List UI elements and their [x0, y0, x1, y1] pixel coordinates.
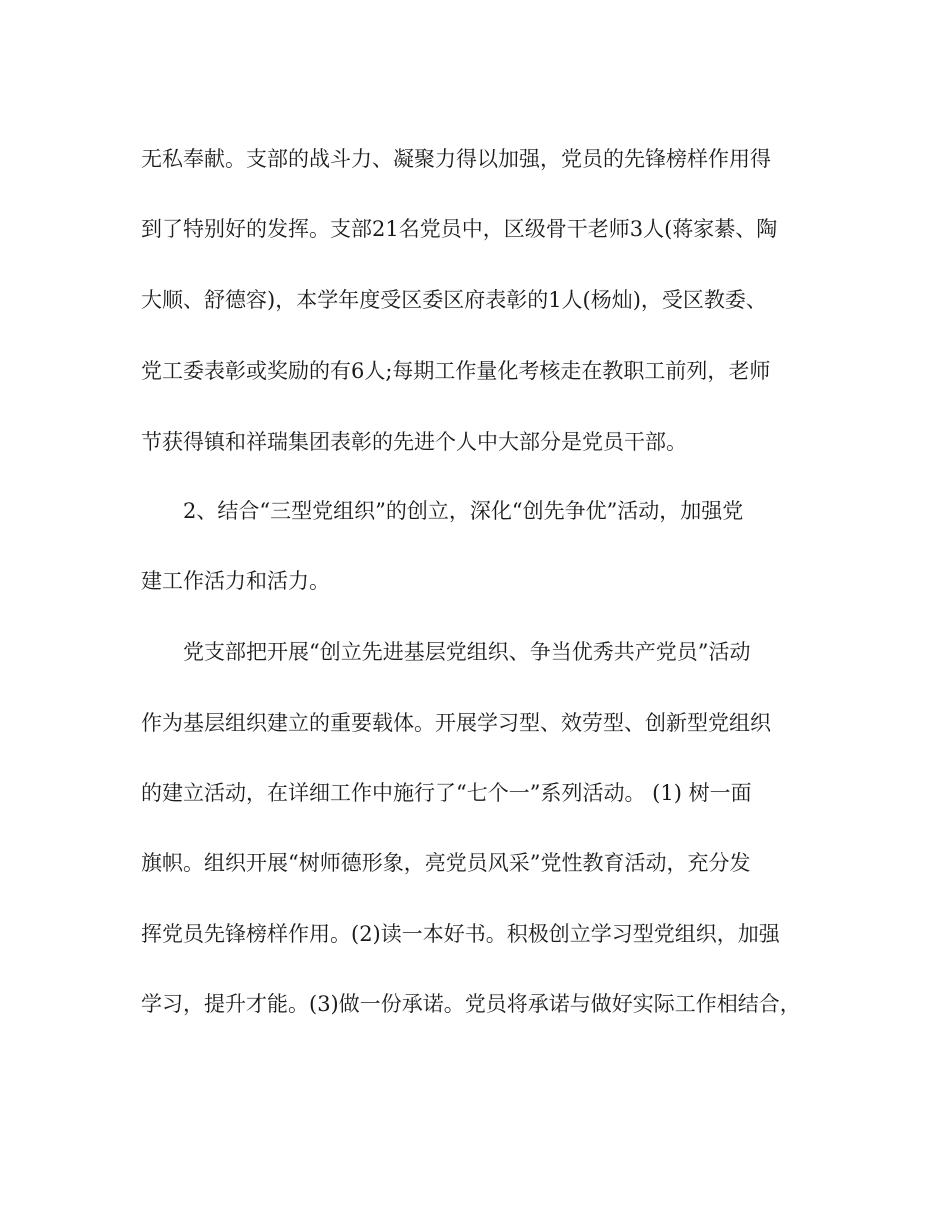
paragraph-line-1: 党支部把开展“创立先进基层党组织、争当优秀共产党员”活动	[183, 640, 751, 664]
text-line-1: 无私奉献。支部的战斗力、凝聚力得以加强，党员的先锋榜样作用得	[141, 147, 771, 171]
text-line-3: 大顺、舒德容)，本学年度受区委区府表彰的1人(杨灿)，受区教委、	[141, 288, 767, 312]
section-heading-2-line-1: 2、结合“三型党组织”的创立，深化“创先争优”活动，加强党	[183, 499, 744, 523]
paragraph-line-6: 学习，提升才能。(3)做一份承诺。党员将承诺与做好实际工作相结合，	[141, 992, 801, 1016]
text-line-5: 节获得镇和祥瑞集团表彰的先进个人中大部分是党员干部。	[141, 430, 687, 454]
section-heading-2-line-2: 建工作活力和活力。	[141, 569, 330, 593]
paragraph-line-2: 作为基层组织建立的重要载体。开展学习型、效劳型、创新型党组织	[141, 711, 771, 735]
text-line-4: 党工委表彰或奖励的有6人;每期工作量化考核走在教职工前列，老师	[141, 359, 771, 383]
paragraph-line-3: 的建立活动，在详细工作中施行了“七个一”系列活动。 (1) 树一面	[141, 781, 752, 805]
paragraph-line-5: 挥党员先锋榜样作用。(2)读一本好书。积极创立学习型党组织，加强	[141, 922, 780, 946]
paragraph-line-4: 旗帜。组织开展“树师德形象，亮党员风采”党性教育活动，充分发	[141, 851, 751, 875]
text-line-2: 到了特别好的发挥。支部21名党员中，区级骨干老师3人(蒋家綦、陶	[141, 217, 778, 241]
